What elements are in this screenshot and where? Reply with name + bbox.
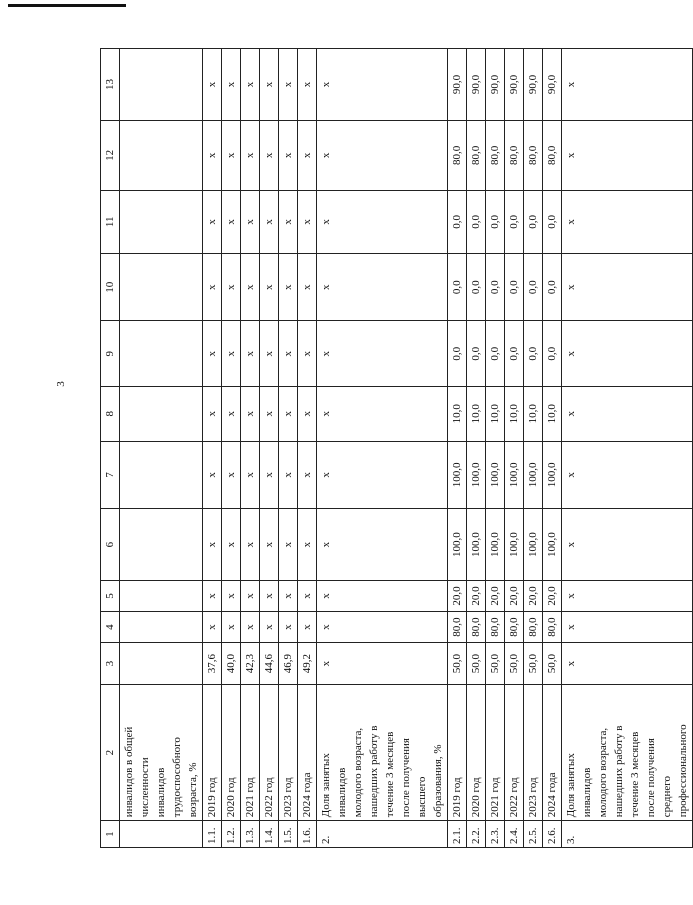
top-rule (8, 4, 126, 7)
value-cell-col11: x (298, 190, 317, 253)
table-row (486, 49, 505, 848)
value-cell-col13: x (279, 49, 298, 121)
value-cell-col10: 0,0 (467, 253, 486, 321)
value-cell-col6: x (562, 509, 693, 581)
row-number: 2.6. (543, 821, 562, 848)
value-cell-col5: 20,0 (543, 581, 562, 612)
row-label (448, 685, 467, 821)
value-cell-col9 (120, 321, 203, 386)
table-row (222, 49, 241, 848)
row-label-line: инвалидов (581, 767, 593, 818)
value-cell-col5: x (317, 581, 448, 612)
row-label-line: возраста, % (187, 762, 199, 818)
value-cell-col13: x (298, 49, 317, 121)
row-label (562, 685, 693, 821)
row-label-line: инвалидов (336, 767, 348, 818)
value-cell-col8: 10,0 (505, 386, 524, 441)
value-cell-col4: 80,0 (467, 612, 486, 643)
value-cell-col7: x (298, 441, 317, 509)
value-cell-col13 (120, 49, 203, 121)
value-cell-col3 (120, 643, 203, 685)
value-cell-col5: x (241, 581, 260, 612)
value-cell-col8: 10,0 (448, 386, 467, 441)
value-cell-col11: 0,0 (467, 190, 486, 253)
value-cell-col5: 20,0 (505, 581, 524, 612)
value-cell-col10: x (562, 253, 693, 321)
header-cell-5: 5 (101, 581, 120, 612)
value-cell-col11: x (562, 190, 693, 253)
value-cell-col12: 80,0 (524, 120, 543, 190)
value-cell-col3: 44,6 (260, 643, 279, 685)
row-label-line: молодого возраста, (597, 727, 609, 818)
table-row (562, 49, 693, 848)
value-cell-col5: 20,0 (448, 581, 467, 612)
row-label-line: 2019 год (451, 777, 463, 818)
value-cell-col3: x (562, 643, 693, 685)
row-number (120, 821, 203, 848)
table-row (203, 49, 222, 848)
value-cell-col11: 0,0 (486, 190, 505, 253)
value-cell-col12: 80,0 (505, 120, 524, 190)
value-cell-col9: x (317, 321, 448, 386)
value-cell-col6: x (298, 509, 317, 581)
value-cell-col11 (120, 190, 203, 253)
value-cell-col10: x (317, 253, 448, 321)
value-cell-col11: 0,0 (448, 190, 467, 253)
value-cell-col4: 80,0 (505, 612, 524, 643)
value-cell-col9: x (222, 321, 241, 386)
value-cell-col12: x (562, 120, 693, 190)
value-cell-col10: x (279, 253, 298, 321)
value-cell-col11: x (241, 190, 260, 253)
value-cell-col11: 0,0 (543, 190, 562, 253)
value-cell-col8: 10,0 (524, 386, 543, 441)
value-cell-col12: x (260, 120, 279, 190)
value-cell-col3: 50,0 (486, 643, 505, 685)
row-number: 1.6. (298, 821, 317, 848)
value-cell-col9: 0,0 (505, 321, 524, 386)
row-label-line: после получения (400, 738, 412, 818)
value-cell-col10: 0,0 (505, 253, 524, 321)
value-cell-col5: 20,0 (467, 581, 486, 612)
value-cell-col7: x (279, 441, 298, 509)
value-cell-col12: x (279, 120, 298, 190)
value-cell-col8: x (279, 386, 298, 441)
header-cell-7: 7 (101, 441, 120, 509)
value-cell-col12: 80,0 (467, 120, 486, 190)
value-cell-col8: x (203, 386, 222, 441)
table-row (317, 49, 448, 848)
value-cell-col7: 100,0 (448, 441, 467, 509)
value-cell-col11: x (203, 190, 222, 253)
value-cell-col12: x (317, 120, 448, 190)
value-cell-col9: x (203, 321, 222, 386)
value-cell-col4: 80,0 (543, 612, 562, 643)
row-label-line: течение 3 месяцев (629, 731, 641, 818)
value-cell-col7: 100,0 (524, 441, 543, 509)
row-number: 2.2. (467, 821, 486, 848)
value-cell-col7: 100,0 (505, 441, 524, 509)
value-cell-col3: 50,0 (543, 643, 562, 685)
row-label-line: 2021 год (244, 777, 256, 818)
value-cell-col7: 100,0 (543, 441, 562, 509)
value-cell-col7: x (260, 441, 279, 509)
value-cell-col8: x (562, 386, 693, 441)
value-cell-col8: 10,0 (543, 386, 562, 441)
value-cell-col10: 0,0 (448, 253, 467, 321)
row-label-line: 2023 год (527, 777, 539, 818)
value-cell-col12: x (241, 120, 260, 190)
value-cell-col13: x (203, 49, 222, 121)
row-label-line: трудоспособного (171, 737, 183, 818)
row-label-line: образования, % (432, 744, 444, 818)
row-label-line: после получения (645, 738, 657, 818)
value-cell-col4: x (298, 612, 317, 643)
value-cell-col5: x (260, 581, 279, 612)
value-cell-col5: x (203, 581, 222, 612)
rotated-table-container (100, 48, 689, 848)
value-cell-col9: 0,0 (543, 321, 562, 386)
value-cell-col9: x (298, 321, 317, 386)
value-cell-col6 (120, 509, 203, 581)
header-cell-10: 10 (101, 253, 120, 321)
row-label (203, 685, 222, 821)
value-cell-col10: x (260, 253, 279, 321)
row-label-line: высшего (416, 776, 428, 818)
value-cell-col10: x (298, 253, 317, 321)
value-cell-col9: 0,0 (467, 321, 486, 386)
row-label (241, 685, 260, 821)
value-cell-col3: 50,0 (505, 643, 524, 685)
value-cell-col13: 90,0 (486, 49, 505, 121)
row-label-line: нашедших работу в (368, 725, 380, 818)
row-number: 2.3. (486, 821, 505, 848)
value-cell-col4: x (203, 612, 222, 643)
value-cell-col6: x (241, 509, 260, 581)
value-cell-col8: x (260, 386, 279, 441)
row-number: 1.1. (203, 821, 222, 848)
row-label-line: течение 3 месяцев (384, 731, 396, 818)
header-cell-11: 11 (101, 190, 120, 253)
value-cell-col10: x (222, 253, 241, 321)
table-row (505, 49, 524, 848)
value-cell-col6: 100,0 (524, 509, 543, 581)
value-cell-col7: x (203, 441, 222, 509)
table-row (241, 49, 260, 848)
value-cell-col4: 80,0 (524, 612, 543, 643)
value-cell-col4: x (279, 612, 298, 643)
header-cell-1: 1 (101, 821, 120, 848)
row-label-line: среднего (661, 775, 673, 818)
row-label (524, 685, 543, 821)
value-cell-col11: 0,0 (524, 190, 543, 253)
header-cell-2: 2 (101, 685, 120, 821)
value-cell-col4: x (562, 612, 693, 643)
value-cell-col6: 100,0 (505, 509, 524, 581)
value-cell-col10 (120, 253, 203, 321)
value-cell-col10: x (203, 253, 222, 321)
table-row (467, 49, 486, 848)
value-cell-col7: x (241, 441, 260, 509)
row-label (298, 685, 317, 821)
row-number: 2.1. (448, 821, 467, 848)
header-cell-4: 4 (101, 612, 120, 643)
row-number: 1.4. (260, 821, 279, 848)
value-cell-col5: x (279, 581, 298, 612)
value-cell-col12: x (203, 120, 222, 190)
value-cell-col3: 42,3 (241, 643, 260, 685)
value-cell-col13: 90,0 (505, 49, 524, 121)
row-number: 1.2. (222, 821, 241, 848)
value-cell-col6: x (203, 509, 222, 581)
row-number: 2.5. (524, 821, 543, 848)
value-cell-col8 (120, 386, 203, 441)
row-label-line: Доля занятых (565, 753, 577, 818)
value-cell-col9: 0,0 (524, 321, 543, 386)
value-cell-col4: 80,0 (448, 612, 467, 643)
row-label-line: профессионального (677, 724, 689, 818)
row-label-line: 2024 года (301, 772, 313, 818)
row-label (222, 685, 241, 821)
value-cell-col9: x (260, 321, 279, 386)
value-cell-col12 (120, 120, 203, 190)
value-cell-col7: 100,0 (486, 441, 505, 509)
row-label (486, 685, 505, 821)
value-cell-col3: 40,0 (222, 643, 241, 685)
header-row (101, 49, 120, 848)
value-cell-col3: x (317, 643, 448, 685)
row-number: 1.5. (279, 821, 298, 848)
value-cell-col11: x (317, 190, 448, 253)
row-label-line: 2019 год (206, 777, 218, 818)
value-cell-col4: 80,0 (486, 612, 505, 643)
value-cell-col3: 50,0 (524, 643, 543, 685)
row-number: 2. (317, 821, 448, 848)
value-cell-col8: 10,0 (486, 386, 505, 441)
table-row (298, 49, 317, 848)
value-cell-col9: x (279, 321, 298, 386)
value-cell-col11: x (279, 190, 298, 253)
value-cell-col9: x (241, 321, 260, 386)
row-label-line: молодого возраста, (352, 727, 364, 818)
value-cell-col12: 80,0 (448, 120, 467, 190)
value-cell-col11: x (222, 190, 241, 253)
value-cell-col10: x (241, 253, 260, 321)
row-number: 1.3. (241, 821, 260, 848)
table-row (260, 49, 279, 848)
row-label-line: 2024 года (546, 772, 558, 818)
value-cell-col13: 90,0 (448, 49, 467, 121)
value-cell-col13: 90,0 (524, 49, 543, 121)
value-cell-col12: 80,0 (543, 120, 562, 190)
value-cell-col7: x (317, 441, 448, 509)
value-cell-col8: x (222, 386, 241, 441)
header-cell-6: 6 (101, 509, 120, 581)
row-label-line: 2020 год (470, 777, 482, 818)
value-cell-col12: x (222, 120, 241, 190)
row-label (543, 685, 562, 821)
value-cell-col3: 46,9 (279, 643, 298, 685)
row-label (317, 685, 448, 821)
row-number: 3. (562, 821, 693, 848)
value-cell-col5: 20,0 (524, 581, 543, 612)
value-cell-col13: x (562, 49, 693, 121)
table-row (448, 49, 467, 848)
value-cell-col6: x (279, 509, 298, 581)
row-label-line: численности (139, 757, 151, 818)
value-cell-col11: 0,0 (505, 190, 524, 253)
value-cell-col7: x (562, 441, 693, 509)
value-cell-col3: 50,0 (448, 643, 467, 685)
row-label-line: 2023 год (282, 777, 294, 818)
row-label-line: инвалидов в общей (123, 726, 135, 818)
value-cell-col4: x (260, 612, 279, 643)
value-cell-col12: 80,0 (486, 120, 505, 190)
value-cell-col7: x (222, 441, 241, 509)
value-cell-col6: x (260, 509, 279, 581)
header-cell-12: 12 (101, 120, 120, 190)
value-cell-col3: 37,6 (203, 643, 222, 685)
value-cell-col10: 0,0 (524, 253, 543, 321)
header-cell-13: 13 (101, 49, 120, 121)
page-number: 3 (54, 381, 67, 387)
row-label (260, 685, 279, 821)
value-cell-col13: x (241, 49, 260, 121)
table-row (120, 49, 203, 848)
value-cell-col4 (120, 612, 203, 643)
value-cell-col4: x (317, 612, 448, 643)
indicators-table (100, 48, 693, 848)
value-cell-col6: x (222, 509, 241, 581)
value-cell-col9: 0,0 (486, 321, 505, 386)
table-row (524, 49, 543, 848)
value-cell-col11: x (260, 190, 279, 253)
table-row (543, 49, 562, 848)
value-cell-col8: x (317, 386, 448, 441)
table-row (279, 49, 298, 848)
value-cell-col8: 10,0 (467, 386, 486, 441)
value-cell-col6: 100,0 (467, 509, 486, 581)
value-cell-col12: x (298, 120, 317, 190)
value-cell-col13: x (222, 49, 241, 121)
value-cell-col9: x (562, 321, 693, 386)
value-cell-col13: 90,0 (467, 49, 486, 121)
value-cell-col13: x (260, 49, 279, 121)
value-cell-col13: x (317, 49, 448, 121)
value-cell-col5: x (562, 581, 693, 612)
row-label (467, 685, 486, 821)
value-cell-col8: x (241, 386, 260, 441)
value-cell-col8: x (298, 386, 317, 441)
value-cell-col7: 100,0 (467, 441, 486, 509)
value-cell-col6: 100,0 (486, 509, 505, 581)
row-label-line: 2021 год (489, 777, 501, 818)
value-cell-col10: 0,0 (486, 253, 505, 321)
value-cell-col5: x (222, 581, 241, 612)
row-label (279, 685, 298, 821)
row-label (505, 685, 524, 821)
value-cell-col6: x (317, 509, 448, 581)
value-cell-col5: 20,0 (486, 581, 505, 612)
value-cell-col3: 50,0 (467, 643, 486, 685)
header-cell-9: 9 (101, 321, 120, 386)
value-cell-col9: 0,0 (448, 321, 467, 386)
value-cell-col7 (120, 441, 203, 509)
row-label (120, 685, 203, 821)
value-cell-col3: 49,2 (298, 643, 317, 685)
row-label-line: нашедших работу в (613, 725, 625, 818)
header-cell-3: 3 (101, 643, 120, 685)
value-cell-col6: 100,0 (543, 509, 562, 581)
value-cell-col5 (120, 581, 203, 612)
header-cell-8: 8 (101, 386, 120, 441)
value-cell-col6: 100,0 (448, 509, 467, 581)
value-cell-col4: x (241, 612, 260, 643)
row-number: 2.4. (505, 821, 524, 848)
row-label-line: 2022 год (263, 777, 275, 818)
row-label-line: Доля занятых (320, 753, 332, 818)
row-label-line: 2020 год (225, 777, 237, 818)
value-cell-col13: 90,0 (543, 49, 562, 121)
value-cell-col5: x (298, 581, 317, 612)
row-label-line: 2022 год (508, 777, 520, 818)
value-cell-col4: x (222, 612, 241, 643)
value-cell-col10: 0,0 (543, 253, 562, 321)
row-label-line: инвалидов (155, 767, 167, 818)
